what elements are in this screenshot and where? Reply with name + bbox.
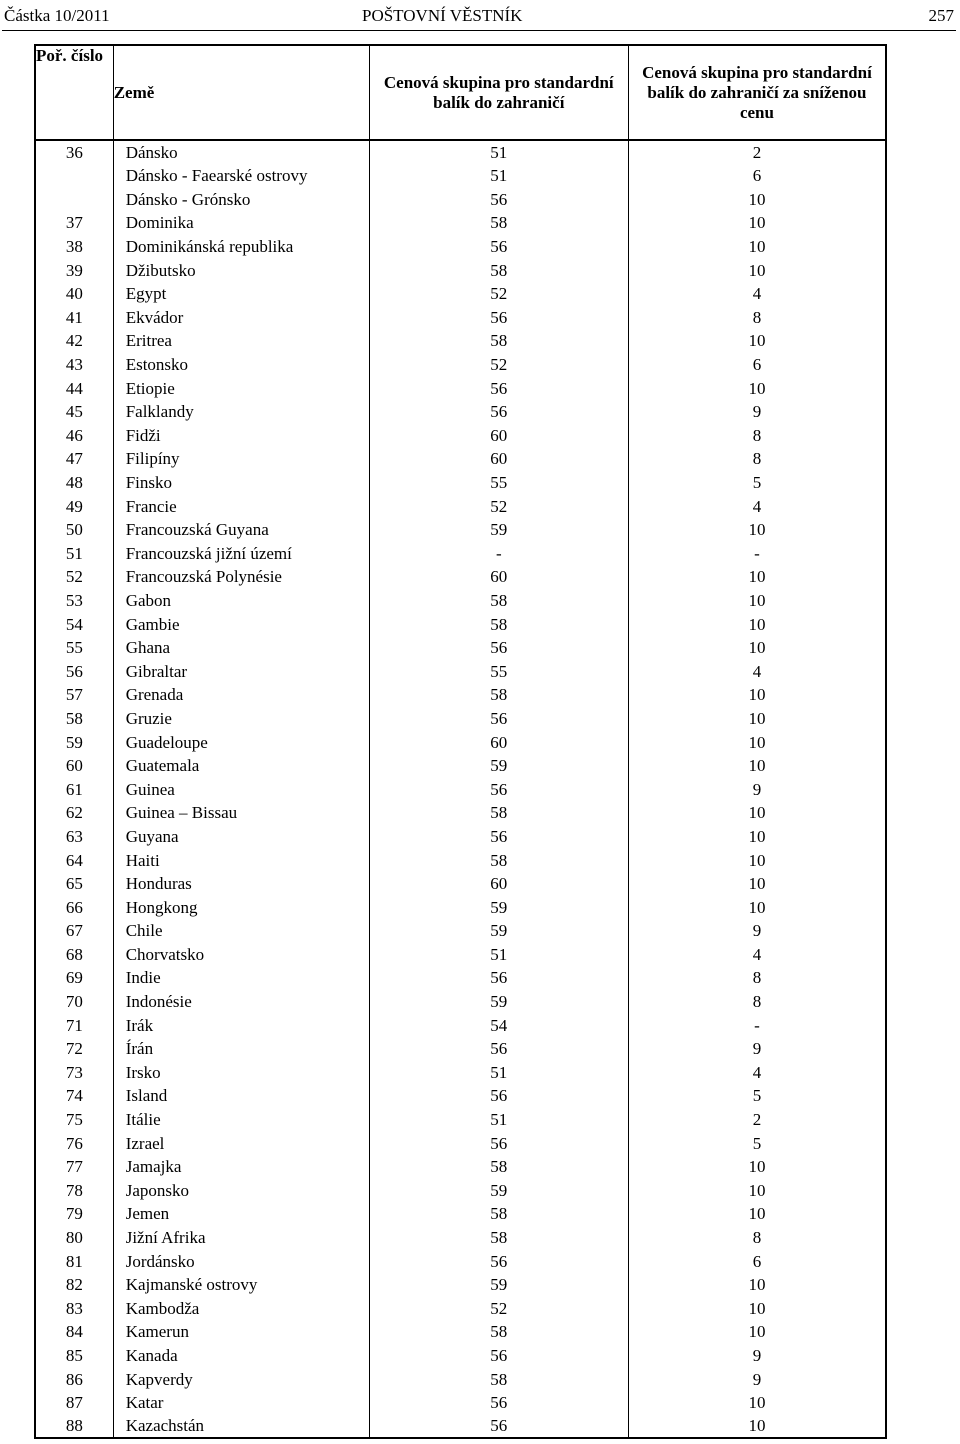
price-group-reduced-cell: 4 (752, 1062, 762, 1082)
price-group-cell: 51 (369, 164, 628, 188)
price-group-cell: 56 (369, 376, 628, 400)
row-number-cell: 62 (35, 801, 113, 825)
price-group-reduced-cell: 10 (748, 520, 766, 540)
row-number-cell: 41 (35, 306, 113, 330)
price-group-cell: 56 (369, 235, 628, 259)
price-group-reduced-cell: 4 (752, 661, 762, 681)
row-number-cell: 77 (35, 1155, 113, 1179)
country-name-cell: Izrael (113, 1131, 369, 1155)
table-row (35, 1320, 886, 1344)
country-name-cell: Guyana (113, 825, 369, 849)
country-name-cell: Francouzská Polynésie (113, 565, 369, 589)
country-name-cell: Filipíny (113, 447, 369, 471)
table-row (35, 1273, 886, 1297)
row-number-cell: 51 (35, 542, 113, 566)
price-group-cell: 56 (369, 1249, 628, 1273)
price-group-cell: 60 (369, 730, 628, 754)
price-group-cell: 56 (369, 1414, 628, 1438)
table-row (35, 1061, 886, 1085)
row-number-cell: 72 (35, 1037, 113, 1061)
price-group-cell: 56 (369, 1344, 628, 1368)
price-group-reduced-cell: 10 (748, 567, 766, 587)
price-group-cell: 58 (369, 1202, 628, 1226)
price-group-reduced-cell: 5 (752, 1086, 762, 1106)
row-number-cell: 43 (35, 353, 113, 377)
row-number-cell: 38 (35, 235, 113, 259)
table-row (35, 1367, 886, 1391)
price-group-reduced-cell: 10 (748, 590, 766, 610)
row-number-cell: 79 (35, 1202, 113, 1226)
row-number-cell: 80 (35, 1226, 113, 1250)
table-row (35, 494, 886, 518)
price-group-cell: 56 (369, 1391, 628, 1415)
table-row (35, 235, 886, 259)
table-header-row (35, 45, 886, 140)
price-group-reduced-cell: 10 (748, 756, 766, 776)
price-group-reduced-cell: 9 (752, 921, 762, 941)
row-number-cell: 55 (35, 636, 113, 660)
country-name-cell: Ekvádor (113, 306, 369, 330)
table-row (35, 1297, 886, 1321)
table-row (35, 306, 886, 330)
country-name-cell: Írán (113, 1037, 369, 1061)
price-group-cell: 56 (369, 1131, 628, 1155)
table-row (35, 1037, 886, 1061)
table-row (35, 612, 886, 636)
price-group-reduced-cell: 10 (748, 1204, 766, 1224)
price-group-cell: 58 (369, 801, 628, 825)
price-group-cell: 58 (369, 1367, 628, 1391)
table-row (35, 1131, 886, 1155)
country-name-cell: Eritrea (113, 329, 369, 353)
table-row (35, 471, 886, 495)
country-name-cell: Haiti (113, 848, 369, 872)
price-group-cell: 58 (369, 612, 628, 636)
table-row (35, 282, 886, 306)
price-group-reduced-cell: 9 (752, 1369, 762, 1389)
price-group-cell: 56 (369, 188, 628, 212)
price-group-cell: 58 (369, 683, 628, 707)
table-row (35, 1249, 886, 1273)
price-group-reduced-cell: 5 (752, 1133, 762, 1153)
price-group-reduced-cell: 8 (752, 992, 762, 1012)
price-group-reduced-cell: 10 (748, 826, 766, 846)
price-group-reduced-cell: 8 (752, 968, 762, 988)
table-row (35, 565, 886, 589)
country-name-cell: Kapverdy (113, 1367, 369, 1391)
price-group-reduced-cell: 9 (752, 1039, 762, 1059)
table-row (35, 589, 886, 613)
table-row (35, 424, 886, 448)
row-number-cell: 60 (35, 754, 113, 778)
price-group-cell: 52 (369, 1297, 628, 1321)
row-number-cell (35, 188, 113, 212)
column-header-number: Poř. číslo (35, 45, 113, 140)
price-group-cell: 56 (369, 306, 628, 330)
table-row (35, 1179, 886, 1203)
price-group-cell: 59 (369, 919, 628, 943)
price-group-cell: 52 (369, 353, 628, 377)
table-row (35, 164, 886, 188)
price-group-cell: 52 (369, 494, 628, 518)
country-name-cell: Francouzská jižní území (113, 542, 369, 566)
price-group-reduced-cell: 10 (748, 614, 766, 634)
country-name-cell: Indonésie (113, 990, 369, 1014)
table-body (35, 140, 886, 1438)
country-name-cell: Etiopie (113, 376, 369, 400)
country-name-cell: Kamerun (113, 1320, 369, 1344)
table-row (35, 400, 886, 424)
price-group-reduced-cell: 2 (752, 1110, 762, 1130)
table-row (35, 518, 886, 542)
price-group-cell: 58 (369, 1226, 628, 1250)
row-number-cell: 46 (35, 424, 113, 448)
country-name-cell: Ghana (113, 636, 369, 660)
country-name-cell: Dominika (113, 211, 369, 235)
price-group-reduced-cell: 10 (748, 213, 766, 233)
table-row (35, 943, 886, 967)
table-row (35, 754, 886, 778)
row-number-cell: 64 (35, 848, 113, 872)
row-number-cell: 70 (35, 990, 113, 1014)
price-group-reduced-cell: 5 (752, 473, 762, 493)
row-number-cell: 68 (35, 943, 113, 967)
price-group-cell: 56 (369, 636, 628, 660)
country-name-cell: Francouzská Guyana (113, 518, 369, 542)
country-name-cell: Džibutsko (113, 258, 369, 282)
row-number-cell: 42 (35, 329, 113, 353)
row-number-cell: 44 (35, 376, 113, 400)
price-group-reduced-cell: 10 (748, 1180, 766, 1200)
price-group-cell: 60 (369, 872, 628, 896)
page-number: 257 (928, 6, 954, 25)
price-group-reduced-cell: 10 (748, 803, 766, 823)
table-row (35, 801, 886, 825)
row-number-cell: 67 (35, 919, 113, 943)
table-row (35, 777, 886, 801)
table-row (35, 1226, 886, 1250)
row-number-cell: 76 (35, 1131, 113, 1155)
price-group-cell: 58 (369, 258, 628, 282)
country-name-cell: Dánsko (113, 140, 369, 164)
price-group-cell: 55 (369, 471, 628, 495)
price-group-cell: 58 (369, 589, 628, 613)
price-group-cell: 60 (369, 565, 628, 589)
price-group-reduced-cell: 6 (752, 166, 762, 186)
row-number-cell: 49 (35, 494, 113, 518)
row-number-cell: 75 (35, 1108, 113, 1132)
publication-title: POŠTOVNÍ VĚSTNÍK (362, 6, 523, 25)
country-name-cell: Jemen (113, 1202, 369, 1226)
price-group-reduced-cell: 9 (752, 779, 762, 799)
country-name-cell: Honduras (113, 872, 369, 896)
country-name-cell: Jordánsko (113, 1249, 369, 1273)
row-number-cell: 61 (35, 777, 113, 801)
table-row (35, 848, 886, 872)
table-row (35, 872, 886, 896)
price-group-reduced-cell: 10 (748, 378, 766, 398)
country-name-cell: Gambie (113, 612, 369, 636)
country-name-cell: Estonsko (113, 353, 369, 377)
price-group-reduced-cell: 4 (752, 284, 762, 304)
country-name-cell: Gibraltar (113, 659, 369, 683)
price-group-reduced-cell: 8 (752, 425, 762, 445)
price-group-reduced-cell: 10 (748, 708, 766, 728)
country-name-cell: Dominikánská republika (113, 235, 369, 259)
country-name-cell: Guinea (113, 777, 369, 801)
table-row (35, 990, 886, 1014)
country-name-cell: Egypt (113, 282, 369, 306)
price-group-cell: 58 (369, 1155, 628, 1179)
country-name-cell: Dánsko - Grónsko (113, 188, 369, 212)
country-name-cell: Katar (113, 1391, 369, 1415)
price-group-cell: 59 (369, 895, 628, 919)
table-row (35, 895, 886, 919)
price-group-cell: 52 (369, 282, 628, 306)
table-row (35, 1344, 886, 1368)
country-name-cell: Dánsko - Faearské ostrovy (113, 164, 369, 188)
table-row (35, 707, 886, 731)
price-group-reduced-cell: 4 (752, 496, 762, 516)
country-name-cell: Irsko (113, 1061, 369, 1085)
price-group-reduced-cell: 10 (748, 1275, 766, 1295)
row-number-cell: 87 (35, 1391, 113, 1415)
row-number-cell: 73 (35, 1061, 113, 1085)
row-number-cell: 84 (35, 1320, 113, 1344)
price-group-reduced-cell: 10 (748, 237, 766, 257)
price-group-reduced-cell: 10 (748, 1322, 766, 1342)
price-group-reduced-cell: 9 (752, 1345, 762, 1365)
column-header-country: Země (113, 45, 369, 140)
country-name-cell: Irák (113, 1013, 369, 1037)
price-group-reduced-cell: 10 (748, 874, 766, 894)
country-name-cell: Island (113, 1084, 369, 1108)
country-name-cell: Chile (113, 919, 369, 943)
price-group-reduced-cell: 10 (748, 189, 766, 209)
price-group-cell: 58 (369, 848, 628, 872)
country-name-cell: Japonsko (113, 1179, 369, 1203)
price-group-reduced-cell: 2 (752, 143, 762, 162)
price-group-cell: 58 (369, 1320, 628, 1344)
country-name-cell: Itálie (113, 1108, 369, 1132)
country-name-cell: Guinea – Bissau (113, 801, 369, 825)
table-row (35, 447, 886, 471)
price-group-reduced-cell: 6 (752, 355, 762, 375)
table-row (35, 1391, 886, 1415)
table-row (35, 919, 886, 943)
country-name-cell: Gabon (113, 589, 369, 613)
country-name-cell: Guadeloupe (113, 730, 369, 754)
table-row (35, 659, 886, 683)
price-group-cell: 51 (369, 1108, 628, 1132)
price-group-reduced-cell: 10 (748, 1416, 766, 1436)
row-number-cell: 83 (35, 1297, 113, 1321)
price-group-reduced-cell: 10 (748, 1393, 766, 1413)
price-group-reduced-cell: 8 (752, 307, 762, 327)
table-row (35, 353, 886, 377)
row-number-cell: 88 (35, 1414, 113, 1438)
price-group-reduced-cell: 10 (748, 260, 766, 280)
row-number-cell (35, 164, 113, 188)
price-group-reduced-cell: 10 (748, 685, 766, 705)
price-group-cell: 51 (369, 1061, 628, 1085)
table-row (35, 1202, 886, 1226)
price-group-cell: 59 (369, 1273, 628, 1297)
table-row (35, 258, 886, 282)
price-group-cell: 56 (369, 825, 628, 849)
price-group-reduced-cell: 9 (752, 402, 762, 422)
row-number-cell: 52 (35, 565, 113, 589)
price-group-reduced-cell: 10 (748, 850, 766, 870)
country-name-cell: Kazachstán (113, 1414, 369, 1438)
country-name-cell: Guatemala (113, 754, 369, 778)
table-row (35, 188, 886, 212)
price-group-cell: 59 (369, 990, 628, 1014)
price-group-reduced-cell: 10 (748, 1157, 766, 1177)
table-row (35, 1108, 886, 1132)
price-group-reduced-cell: 4 (752, 944, 762, 964)
country-name-cell: Jižní Afrika (113, 1226, 369, 1250)
row-number-cell: 57 (35, 683, 113, 707)
price-group-reduced-cell: 8 (752, 449, 762, 469)
row-number-cell: 74 (35, 1084, 113, 1108)
row-number-cell: 78 (35, 1179, 113, 1203)
row-number-cell: 53 (35, 589, 113, 613)
price-group-cell: 60 (369, 447, 628, 471)
price-group-cell: 56 (369, 1084, 628, 1108)
price-group-table (34, 44, 887, 1439)
price-group-cell: 60 (369, 424, 628, 448)
price-group-cell: 51 (369, 140, 628, 164)
price-group-reduced-cell: 10 (748, 897, 766, 917)
row-number-cell: 36 (35, 140, 113, 164)
row-number-cell: 82 (35, 1273, 113, 1297)
row-number-cell: 71 (35, 1013, 113, 1037)
table-row (35, 966, 886, 990)
table-row (35, 376, 886, 400)
table-row (35, 636, 886, 660)
row-number-cell: 56 (35, 659, 113, 683)
table-row (35, 1155, 886, 1179)
price-group-reduced-cell: - (754, 543, 760, 563)
price-group-reduced-cell: 10 (748, 331, 766, 351)
row-number-cell: 86 (35, 1367, 113, 1391)
table-row (35, 825, 886, 849)
row-number-cell: 47 (35, 447, 113, 471)
price-group-cell: 55 (369, 659, 628, 683)
row-number-cell: 63 (35, 825, 113, 849)
country-name-cell: Francie (113, 494, 369, 518)
price-group-cell: 56 (369, 966, 628, 990)
row-number-cell: 45 (35, 400, 113, 424)
price-group-cell: 54 (369, 1013, 628, 1037)
issue-label: Částka 10/2011 (4, 6, 110, 25)
price-group-cell: 56 (369, 777, 628, 801)
table-row (35, 730, 886, 754)
country-name-cell: Finsko (113, 471, 369, 495)
price-group-cell: - (369, 542, 628, 566)
table-row (35, 683, 886, 707)
price-group-cell: 58 (369, 329, 628, 353)
price-group-cell: 56 (369, 400, 628, 424)
country-name-cell: Falklandy (113, 400, 369, 424)
row-number-cell: 50 (35, 518, 113, 542)
country-name-cell: Grenada (113, 683, 369, 707)
table-row (35, 542, 886, 566)
table-row (35, 1084, 886, 1108)
table-row (35, 140, 886, 164)
row-number-cell: 54 (35, 612, 113, 636)
table-row (35, 211, 886, 235)
price-group-reduced-cell: - (754, 1015, 760, 1035)
column-header-price-group-reduced: Cenová skupina pro standardní balík do zahraničí za sníženou cenu (628, 45, 886, 140)
price-group-reduced-cell: 10 (748, 1298, 766, 1318)
row-number-cell: 39 (35, 258, 113, 282)
country-name-cell: Kajmanské ostrovy (113, 1273, 369, 1297)
country-name-cell: Gruzie (113, 707, 369, 731)
price-group-cell: 59 (369, 1179, 628, 1203)
price-group-cell: 51 (369, 943, 628, 967)
price-group-reduced-cell: 10 (748, 638, 766, 658)
page-header (2, 0, 956, 31)
price-group-reduced-cell: 6 (752, 1251, 762, 1271)
country-name-cell: Chorvatsko (113, 943, 369, 967)
row-number-cell: 69 (35, 966, 113, 990)
price-group-cell: 59 (369, 754, 628, 778)
price-group-cell: 58 (369, 211, 628, 235)
row-number-cell: 85 (35, 1344, 113, 1368)
price-group-reduced-cell: 10 (748, 732, 766, 752)
row-number-cell: 81 (35, 1249, 113, 1273)
price-group-reduced-cell: 8 (752, 1228, 762, 1248)
row-number-cell: 48 (35, 471, 113, 495)
country-name-cell: Hongkong (113, 895, 369, 919)
row-number-cell: 37 (35, 211, 113, 235)
row-number-cell: 58 (35, 707, 113, 731)
price-group-cell: 56 (369, 1037, 628, 1061)
row-number-cell: 66 (35, 895, 113, 919)
country-name-cell: Fidži (113, 424, 369, 448)
row-number-cell: 65 (35, 872, 113, 896)
table-row (35, 1414, 886, 1438)
row-number-cell: 59 (35, 730, 113, 754)
table-row (35, 1013, 886, 1037)
country-name-cell: Kambodža (113, 1297, 369, 1321)
price-group-cell: 56 (369, 707, 628, 731)
table-row (35, 329, 886, 353)
country-name-cell: Indie (113, 966, 369, 990)
country-name-cell: Kanada (113, 1344, 369, 1368)
column-header-price-group: Cenová skupina pro standardní balík do zahraničí (369, 45, 628, 140)
row-number-cell: 40 (35, 282, 113, 306)
country-name-cell: Jamajka (113, 1155, 369, 1179)
price-group-cell: 59 (369, 518, 628, 542)
